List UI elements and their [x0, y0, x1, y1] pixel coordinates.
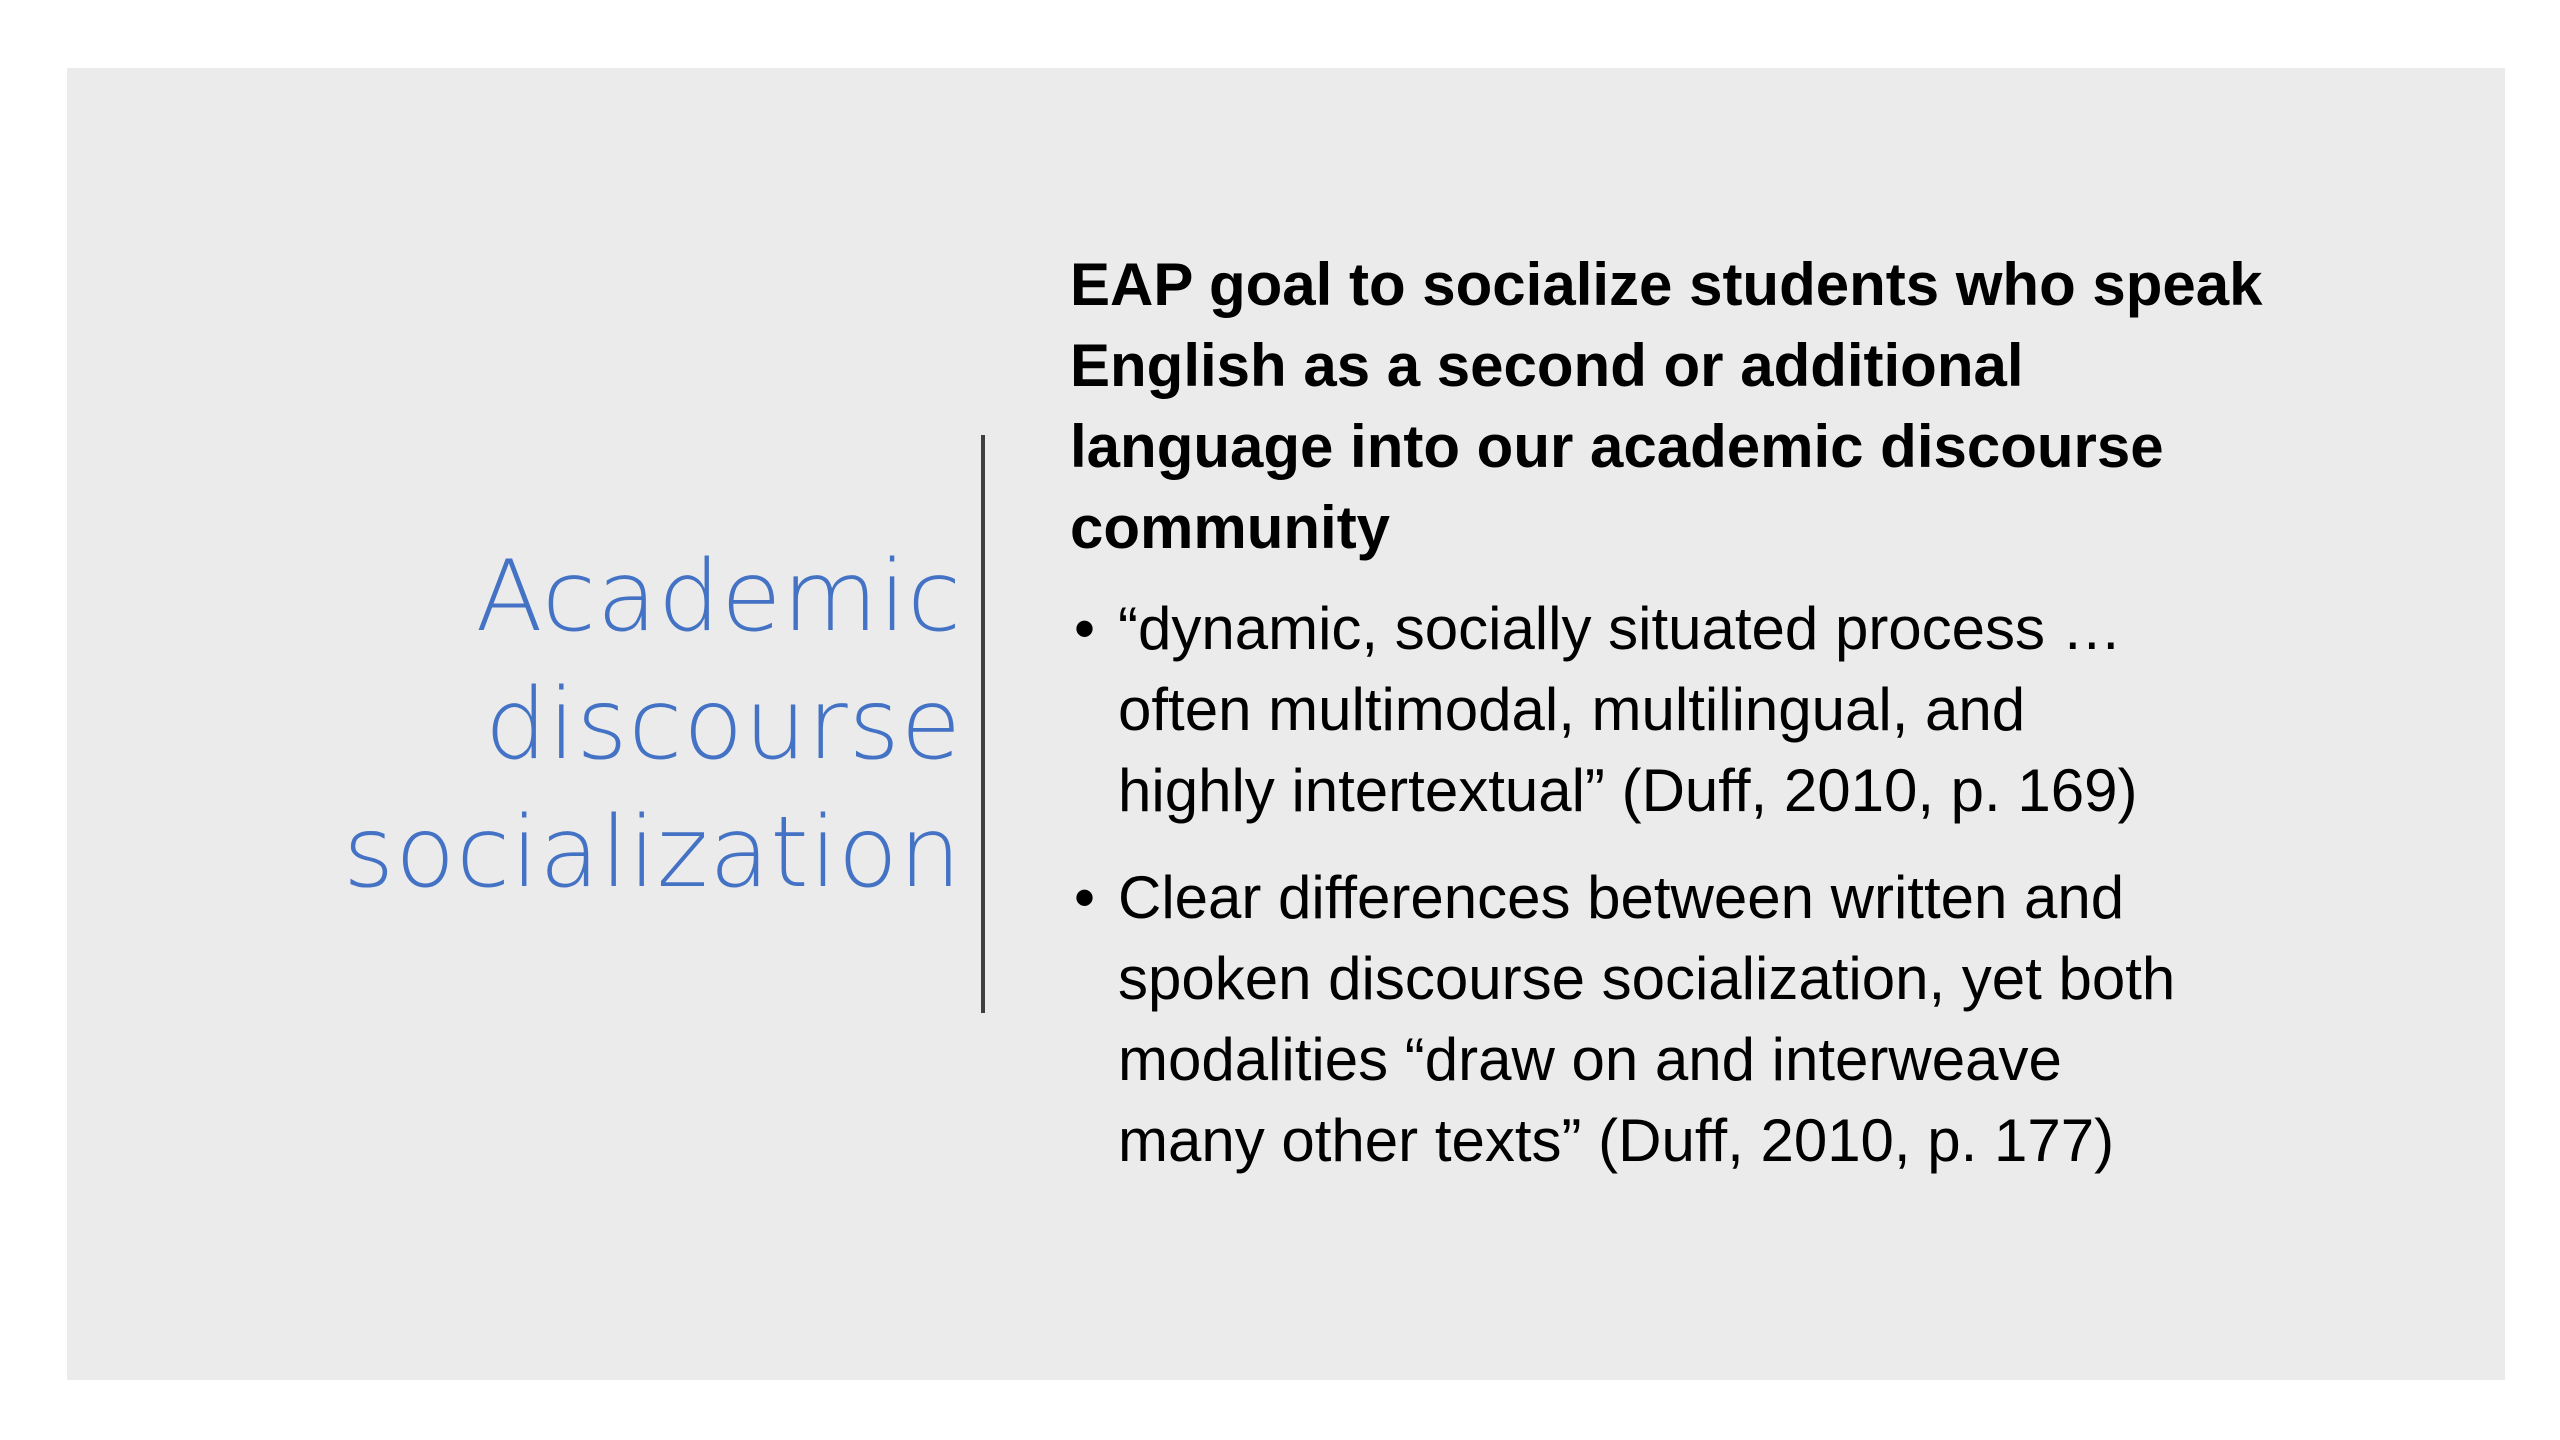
slide-title — [202, 533, 962, 917]
bullet-text-line: often multimodal, multilingual, and — [1118, 676, 2026, 743]
heading-line: EAP goal to socialize students who speak — [1070, 251, 2263, 318]
heading-line: community — [1070, 494, 1391, 561]
slide-content — [1070, 244, 2470, 1207]
bullet-item — [1070, 857, 2470, 1181]
bullet-text-line: highly intertextual” (Duff, 2010, p. 169) — [1118, 757, 2138, 824]
bullet-text-line: Clear differences between written and — [1118, 864, 2125, 931]
bullet-item — [1070, 588, 2470, 831]
bullet-text-line: many other texts” (Duff, 2010, p. 177) — [1118, 1107, 2115, 1174]
bullet-icon: • — [1074, 864, 1096, 931]
bullet-text-line: spoken discourse socialization, yet both — [1118, 945, 2176, 1012]
content-heading — [1070, 244, 2470, 568]
bullet-list — [1070, 588, 2470, 1181]
slide-title-line: discourse — [484, 668, 962, 782]
slide — [67, 68, 2505, 1380]
bullet-text-line: modalities “draw on and interweave — [1118, 1026, 2062, 1093]
vertical-divider — [981, 435, 985, 1013]
bullet-text-line: “dynamic, socially situated process … — [1118, 595, 2122, 662]
bullet-icon: • — [1074, 595, 1096, 662]
slide-title-line: socialization — [343, 796, 962, 910]
heading-line: English as a second or additional — [1070, 332, 2024, 399]
heading-line: language into our academic discourse — [1070, 413, 2164, 480]
slide-title-line: Academic — [475, 540, 962, 654]
